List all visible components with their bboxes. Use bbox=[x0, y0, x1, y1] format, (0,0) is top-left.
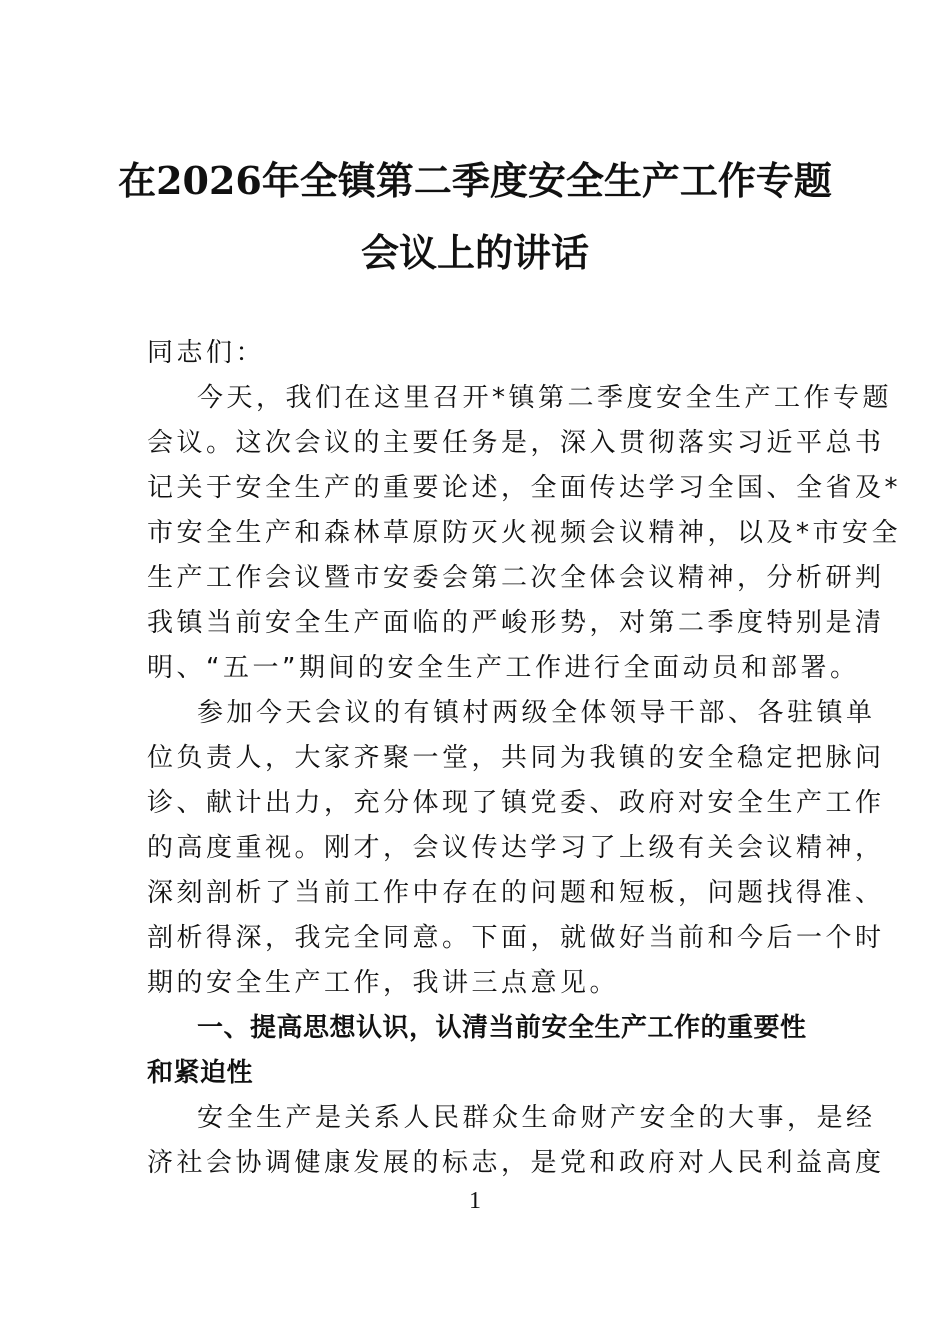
section-heading-1-line-2: 和紧迫性 bbox=[147, 1058, 254, 1088]
paragraph-1-line-2: 会议。这次会议的主要任务是，深入贯彻落实习近平总书 bbox=[147, 428, 885, 458]
paragraph-1-line-5: 生产工作会议暨市安委会第二次全体会议精神，分析研判 bbox=[147, 563, 885, 593]
paragraph-1-line-4: 市安全生产和森林草原防灭火视频会议精神，以及*市安全 bbox=[147, 518, 902, 548]
paragraph-2-line-2: 位负责人，大家齐聚一堂，共同为我镇的安全稳定把脉问 bbox=[147, 743, 885, 773]
paragraph-2-line-7: 期的安全生产工作，我讲三点意见。 bbox=[147, 968, 620, 998]
paragraph-3-line-1: 安全生产是关系人民群众生命财产安全的大事，是经 bbox=[197, 1103, 876, 1133]
paragraph-2-line-4: 的高度重视。刚才，会议传达学习了上级有关会议精神， bbox=[147, 833, 885, 863]
paragraph-2-line-1: 参加今天会议的有镇村两级全体领导干部、各驻镇单 bbox=[197, 698, 876, 728]
paragraph-1-line-1: 今天，我们在这里召开*镇第二季度安全生产工作专题 bbox=[197, 383, 893, 413]
section-heading-1-line-1: 一、提高思想认识，认清当前安全生产工作的重要性 bbox=[197, 1013, 807, 1043]
document-title-line-1: 在2026年全镇第二季度安全生产工作专题 bbox=[118, 158, 832, 203]
paragraph-1-line-7: 明、“五一”期间的安全生产工作进行全面动员和部署。 bbox=[147, 653, 860, 683]
paragraph-1-line-3: 记关于安全生产的重要论述，全面传达学习全国、全省及* bbox=[147, 473, 902, 503]
paragraph-3-line-2: 济社会协调健康发展的标志，是党和政府对人民利益高度 bbox=[147, 1148, 885, 1178]
document-title-line-2: 会议上的讲话 bbox=[360, 230, 589, 275]
paragraph-2-line-3: 诊、献计出力，充分体现了镇党委、政府对安全生产工作 bbox=[147, 788, 885, 818]
paragraph-1-line-6: 我镇当前安全生产面临的严峻形势，对第二季度特别是清 bbox=[147, 608, 885, 638]
salutation: 同志们： bbox=[147, 338, 266, 368]
page-number: 1 bbox=[469, 1188, 481, 1214]
paragraph-2-line-5: 深刻剖析了当前工作中存在的问题和短板，问题找得准、 bbox=[147, 878, 885, 908]
paragraph-2-line-6: 剖析得深，我完全同意。下面，就做好当前和今后一个时 bbox=[147, 923, 885, 953]
